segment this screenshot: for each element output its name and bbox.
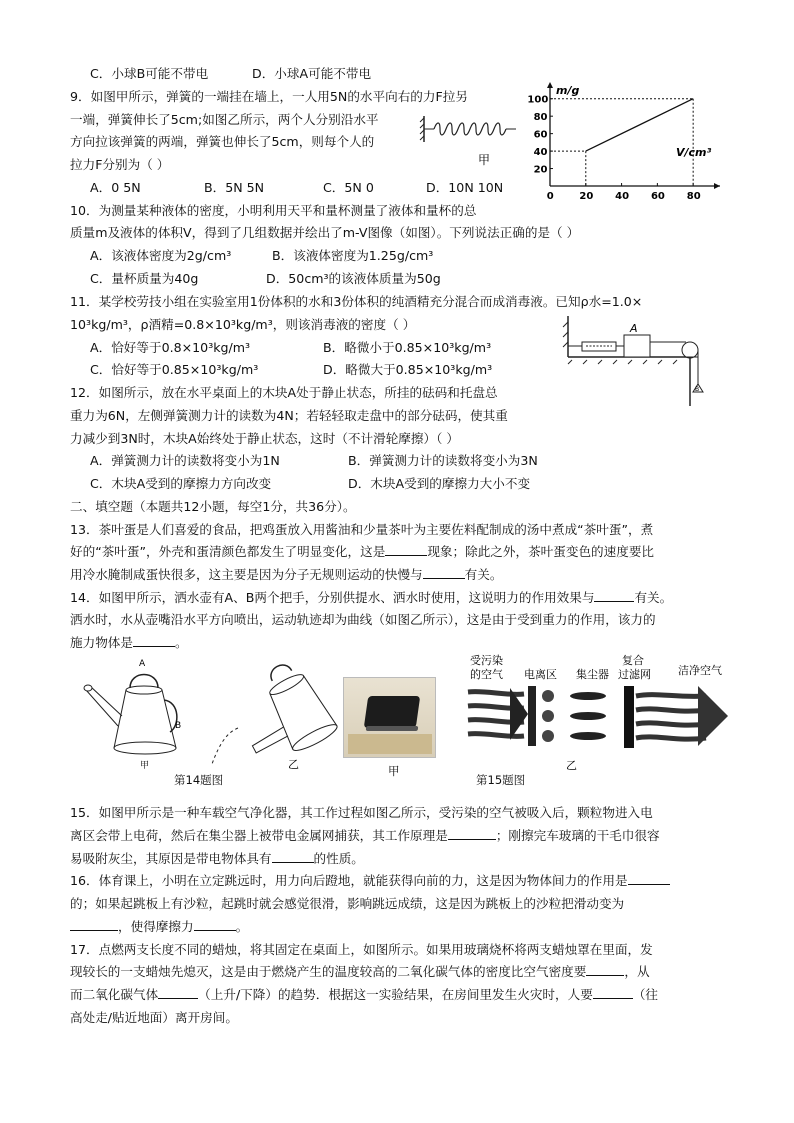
y-tick-label: 80: [533, 112, 548, 124]
svg-text:受污染: 受污染: [470, 654, 503, 667]
q9-option-a: A．0 5N: [90, 180, 141, 195]
q9-option-c: C．5N 0: [323, 180, 374, 195]
svg-text:乙: 乙: [566, 759, 577, 772]
spring-figure-label: 甲: [478, 153, 491, 167]
x-tick-label: 0: [546, 191, 554, 202]
y-tick-label: 60: [533, 129, 548, 141]
q13-text-1: 13．茶叶蛋是人们喜爱的食品，把鸡蛋放入用酱油和少量茶叶为主要佐料配制成的汤中煮成“茶叶蛋”，煮: [70, 522, 654, 537]
q10-option-a: A．该液体密度为2g/cm³: [90, 248, 232, 263]
q14-text-2: 洒水时，水从壶嘴沿水平方向喷出，运动轨迹却为曲线（如图乙所示），这是由于受到重力的作用，该力的: [70, 612, 656, 627]
q10-text-1: 10．为测量某种液体的密度，小明利用天平和量杯测量了液体和量杯的总: [70, 203, 477, 218]
answer-blank[interactable]: [586, 962, 624, 976]
svg-text:A: A: [139, 659, 146, 669]
q15-text-1: 15．如图甲所示是一种车载空气净化器，其工作过程如图乙所示，受污染的空气被吸入后，颗粒物进入电: [70, 805, 653, 820]
x-tick-label: 60: [650, 191, 665, 202]
spring-figure: [420, 112, 525, 172]
car-purifier-photo: [343, 677, 436, 758]
q15-text-3: 易吸附灰尘，其原因是带电物体具有 的性质。: [70, 851, 364, 866]
purifier-diagram: [466, 652, 736, 772]
svg-text:的空气: 的空气: [470, 668, 503, 681]
x-tick-label: 40: [615, 191, 630, 202]
q8-option-c: C．小球B可能不带电: [90, 66, 209, 81]
q12-text-1: 12．如图所示，放在水平桌面上的木块A处于静止状态，所挂的砝码和托盘总: [70, 385, 498, 400]
fig14-caption: 第14题图: [174, 773, 224, 787]
q12-text-2: 重力为6N，左侧弹簧测力计的读数为4N；若轻轻取走盘中的部分砝码，使其重: [70, 408, 508, 423]
q12-option-c: C．木块A受到的摩擦力方向改变: [90, 476, 272, 491]
m-v-chart: [527, 82, 730, 204]
q10-option-b: B．该液体密度为1.25g/cm³: [272, 248, 434, 263]
q14-text-1: 14．如图甲所示，洒水壶有A、B两个把手，分别供提水、洒水时使用，这说明力的作用效果与 有关。: [70, 590, 673, 605]
q13-text-3: 用冷水腌制咸蛋快很多，这主要是因为分子无规则运动的快慢与 有关。: [70, 567, 503, 582]
y-axis-arrow: [547, 82, 553, 88]
block-a-label: A: [630, 322, 638, 335]
q11-option-a: A．恰好等于0.8×10³kg/m³: [90, 340, 251, 355]
q17-text-3: 而二氧化碳气体 （上升/下降）的趋势．根据这一实验结果，在房间里发生火灾时，人要 （往: [70, 987, 658, 1002]
q13-text-2: 好的“茶叶蛋”，外壳和蛋清颜色都发生了明显变化，这是 现象；除此之外，茶叶蛋变色的速度要比: [70, 544, 654, 559]
q10-text-2: 质量m及液体的体积V，得到了几组数据并绘出了m-V图像（如图）。下列说法正确的是（ ）: [70, 225, 580, 240]
q15-text-2: 离区会带上电荷，然后在集尘器上被带电金属网捕获，其工作原理是 ；刚擦完车玻璃的干毛巾很容: [70, 828, 660, 843]
q17-text-2: 现较长的一支蜡烛先熄灭，这是由于燃烧产生的温度较高的二氧化碳气体的密度比空气密度要 ，从: [70, 964, 650, 979]
q17-text-4: 高处走/贴近地面）离开房间。: [70, 1010, 238, 1025]
watering-can-figure-jia: [84, 656, 194, 771]
svg-text:洁净空气: 洁净空气: [678, 664, 722, 677]
q16-text-2: 的；如果起跳板上有沙粒，起跳时就会感觉很滑，影响跳远成绩，这是因为跳板上的沙粒把滑动变为: [70, 896, 625, 911]
q12-option-a: A．弹簧测力计的读数将变小为1N: [90, 453, 280, 468]
q9-text-2: 一端，弹簧伸长了5cm;如图乙所示，两个人分别沿水平: [70, 112, 379, 127]
q11-text-1: 11．某学校劳技小组在实验室用1份体积的水和3份体积的纯酒精充分混合而成消毒液。已知ρ水=1.0×: [70, 294, 643, 309]
q11-text-2: 10³kg/m³，ρ酒精=0.8×10³kg/m³，则该消毒液的密度（ ）: [70, 317, 416, 332]
data-line: [586, 99, 693, 151]
answer-blank[interactable]: [158, 985, 198, 999]
x-axis-arrow: [714, 183, 720, 189]
q17-text-1: 17．点燃两支长度不同的蜡烛，将其固定在桌面上，如图所示。如果用玻璃烧杯将两支蜡烛罩在里面，发: [70, 942, 653, 957]
q9-text-1: 9．如图甲所示，弹簧的一端挂在墙上，一人用5N的水平向右的力F拉另: [70, 89, 468, 104]
q11-option-b: B．略微小于0.85×10³kg/m³: [323, 340, 492, 355]
svg-text:B: B: [695, 386, 700, 393]
q9-text-3: 方向拉该弹簧的两端，弹簧也伸长了5cm，则每个人的: [70, 134, 375, 149]
answer-blank[interactable]: [593, 985, 633, 999]
y-tick-label: 20: [533, 164, 548, 176]
svg-text:复合: 复合: [622, 654, 644, 667]
q11-option-c: C．恰好等于0.85×10³kg/m³: [90, 362, 259, 377]
svg-text:集尘器: 集尘器: [576, 668, 609, 681]
svg-text:电离区: 电离区: [524, 668, 557, 681]
pulley-figure: [562, 312, 722, 410]
q12-option-d: D．木块A受到的摩擦力大小不变: [348, 476, 531, 491]
answer-blank[interactable]: [194, 917, 236, 931]
answer-blank[interactable]: [272, 849, 314, 863]
x-axis-label: V/cm³: [676, 146, 712, 159]
section-heading: 二、填空题（本题共12小题，每空1分，共36分）。: [70, 499, 356, 514]
svg-text:过滤网: 过滤网: [618, 668, 651, 681]
q12-text-3: 力减少到3N时，木块A始终处于静止状态，这时（不计滑轮摩擦）（ ）: [70, 431, 459, 446]
answer-blank[interactable]: [385, 542, 427, 556]
x-tick-label: 20: [579, 191, 594, 202]
fig15-label-jia: 甲: [388, 764, 400, 778]
q14-text-3: 施力物体是 。: [70, 635, 188, 650]
answer-blank[interactable]: [448, 826, 496, 840]
svg-text:乙: 乙: [288, 758, 299, 771]
answer-blank[interactable]: [133, 633, 175, 647]
svg-text:B: B: [175, 721, 182, 731]
q9-option-d: D．10N 10N: [426, 180, 504, 195]
q16-text-1: 16．体育课上，小明在立定跳远时，用力向后蹬地，就能获得向前的力，这是因为物体间力的作用是: [70, 871, 670, 891]
fig15-caption: 第15题图: [476, 773, 526, 787]
y-tick-label: 100: [527, 94, 549, 106]
q8-option-d: D．小球A可能不带电: [252, 66, 372, 81]
y-tick-label: 40: [533, 147, 548, 159]
x-tick-label: 80: [686, 191, 701, 202]
q9-text-4: 拉力F分别为（ ）: [70, 157, 170, 172]
q10-option-c: C．量杯质量为40g: [90, 271, 199, 286]
q9-option-b: B．5N 5N: [204, 180, 265, 195]
q16-text-3: ，使得摩擦力 。: [70, 917, 248, 937]
answer-blank[interactable]: [70, 917, 118, 931]
answer-blank[interactable]: [423, 565, 465, 579]
q12-option-b: B．弹簧测力计的读数将变小为3N: [348, 453, 538, 468]
answer-blank[interactable]: [628, 871, 670, 885]
q10-option-d: D．50cm³的该液体质量为50g: [266, 271, 441, 286]
watering-can-figure-yi: [198, 660, 343, 770]
y-axis-label: m/g: [556, 84, 580, 97]
q11-option-d: D．略微大于0.85×10³kg/m³: [323, 362, 493, 377]
svg-text:甲: 甲: [140, 761, 150, 771]
answer-blank[interactable]: [594, 588, 634, 602]
